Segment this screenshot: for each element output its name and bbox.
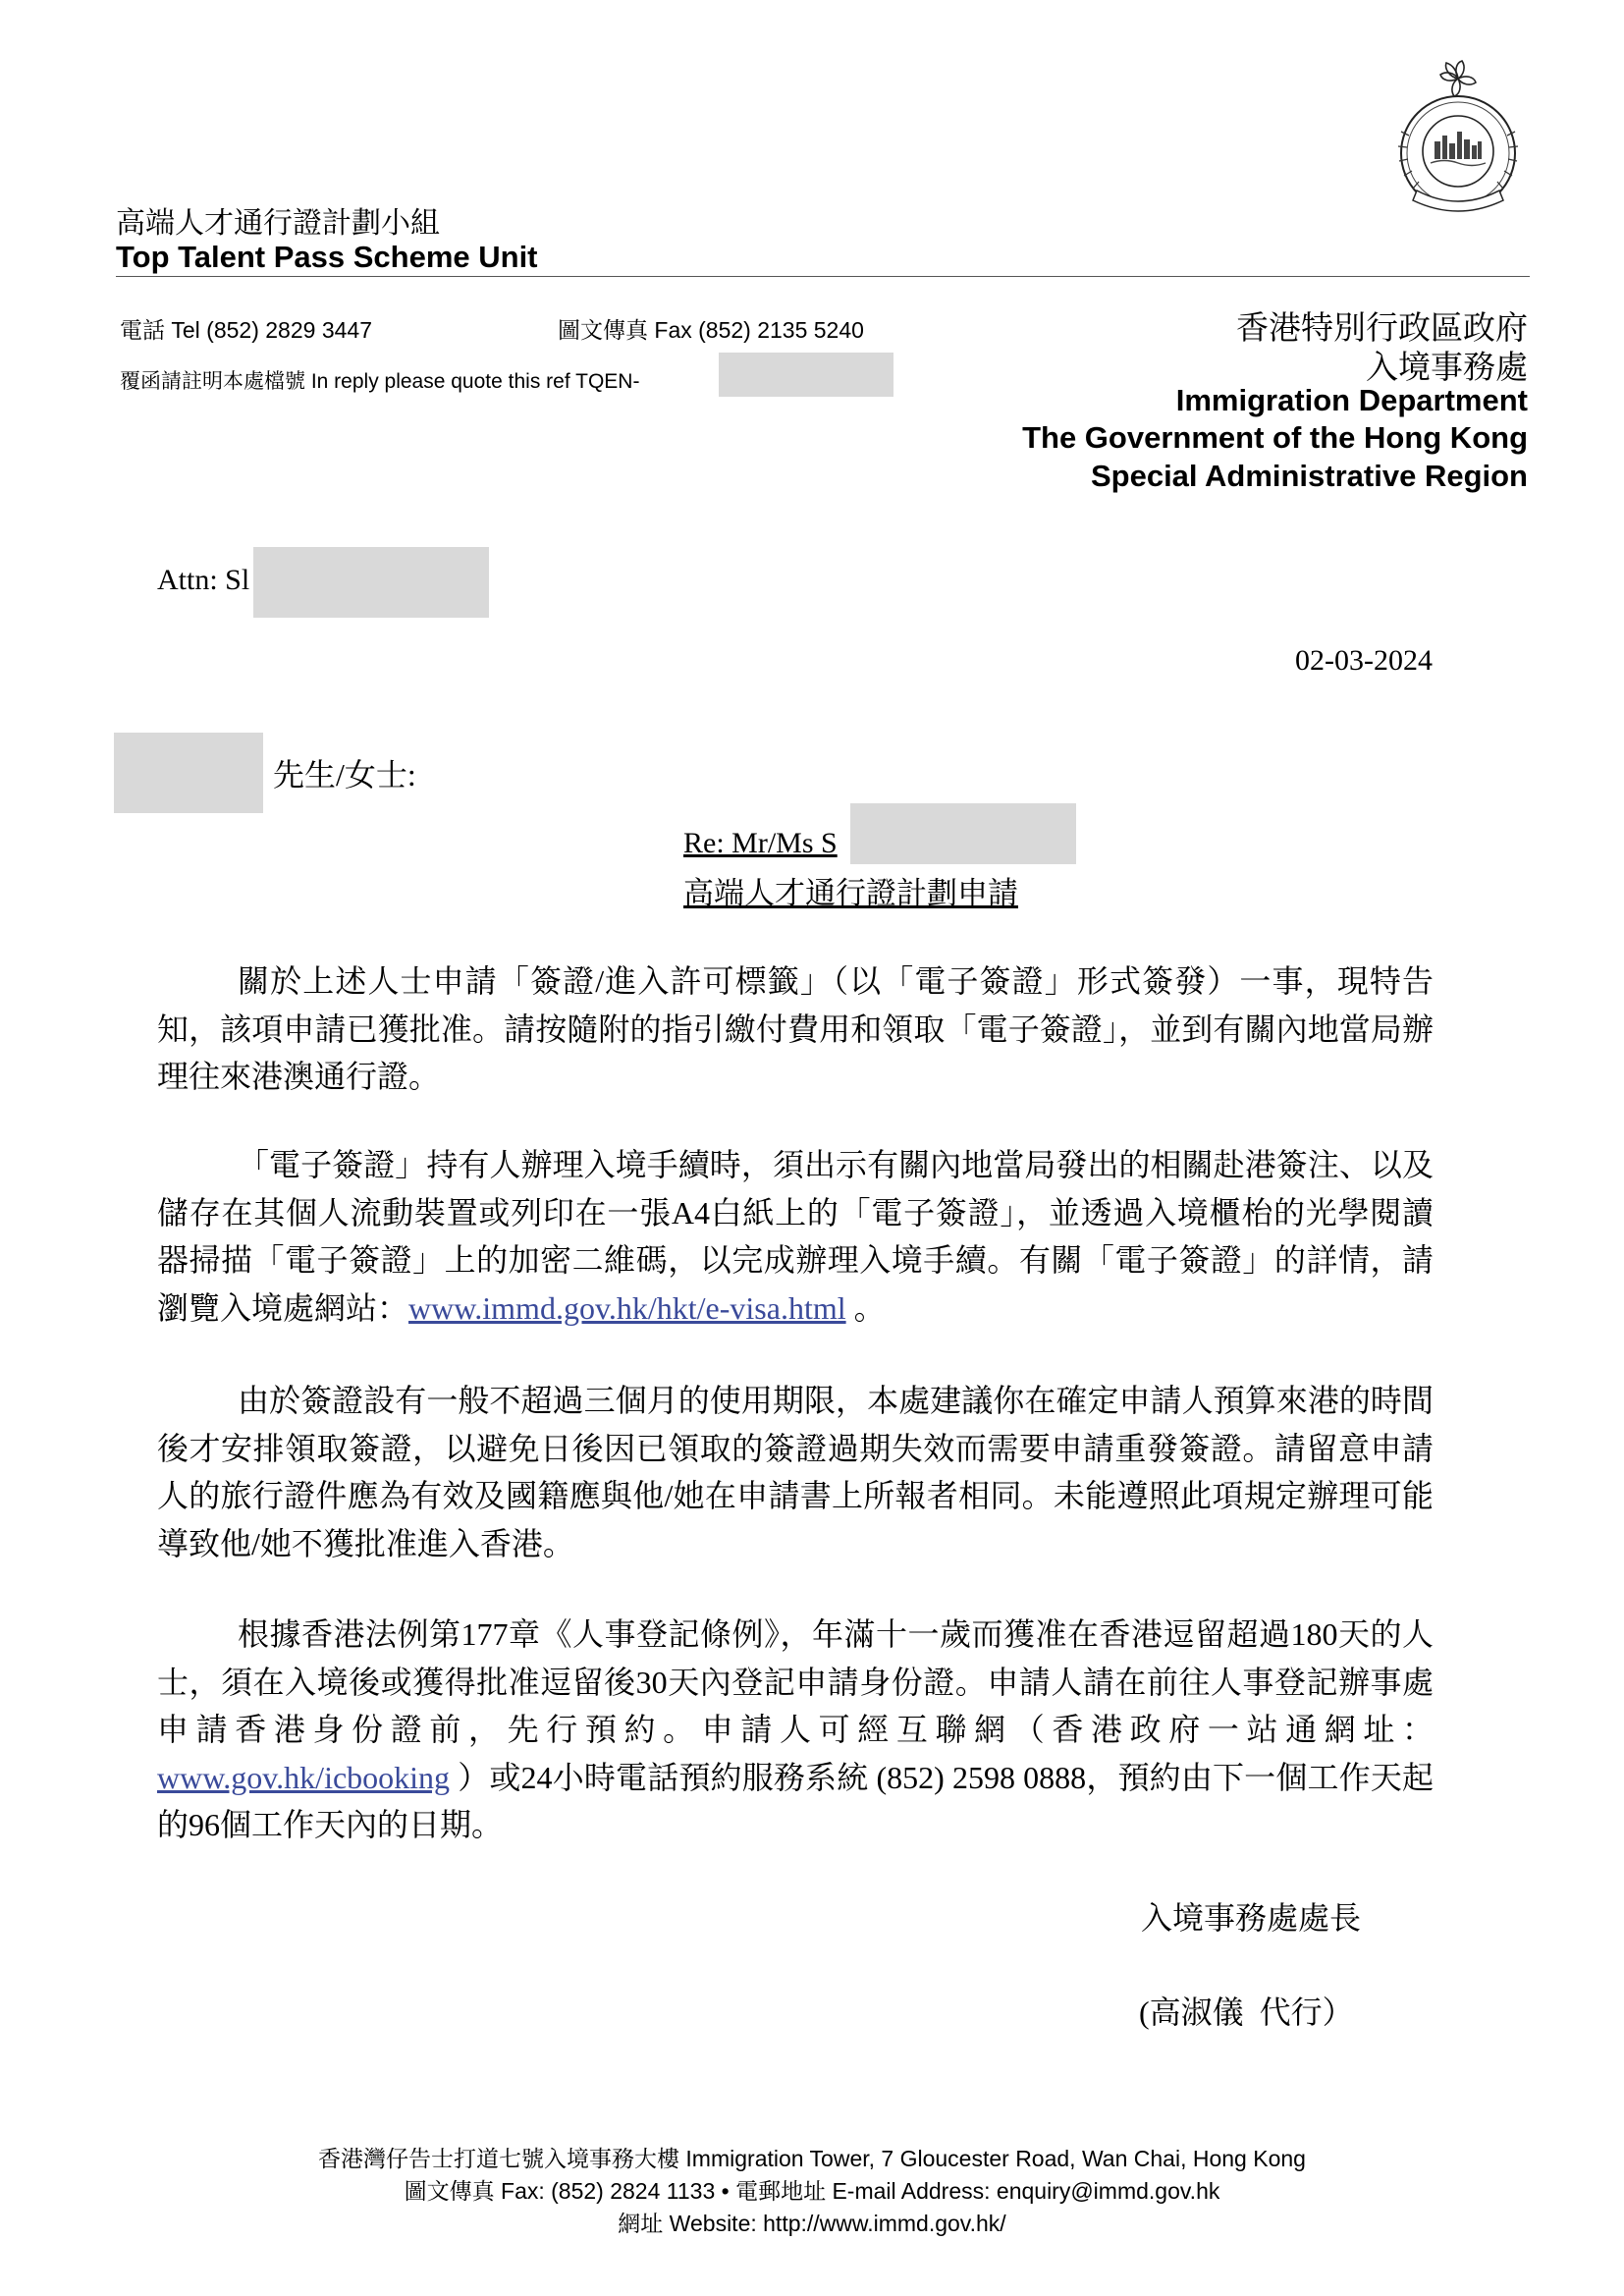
- redaction-block: [850, 803, 1076, 864]
- paragraph-evisa-entry: [157, 1141, 1434, 1332]
- redaction-block: [253, 547, 489, 618]
- evisa-link[interactable]: www.immd.gov.hk/hkt/e-visa.html: [408, 1289, 846, 1326]
- redaction-block: [719, 353, 893, 397]
- government-name-chinese: 香港特別行政區政府: [1236, 311, 1528, 347]
- reference-number: 覆函請註明本處檔號 In reply please quote this ref TQEN-: [120, 370, 640, 393]
- signer-title: 入境事務處處長: [1141, 1900, 1362, 1936]
- paragraph-text: 「電子簽證」持有人辦理入境手續時，須出示有關內地當局發出的相關赴港簽注、以及儲存在其個人流動裝置或列印在一張A4白紙上的「電子簽證」，並透過入境櫃枱的光學閱讀器掃描「電子簽證」上的加密二維碼，以完成辦理入境手續。有關「電子簽證」的詳情，請瀏覽入境處網站：: [157, 1147, 1434, 1326]
- department-name-english: Immigration Department: [1175, 383, 1528, 417]
- fax-number: 圖文傳真 Fax (852) 2135 5240: [558, 317, 864, 343]
- paragraph-text: 根據香港法例第177章《人事登記條例》，年滿十一歲而獲准在香港逗留超過180天的人士，須在入境後或獲得批准逗留後30天內登記申請身份證。申請人請在前往人事登記辦事處申請香港身份證前，先行預約。申請人可經互聯網（香港政府一站通網址：: [157, 1616, 1434, 1747]
- attention-line: Attn: Sl: [157, 564, 250, 596]
- paragraph-text: 。: [845, 1289, 886, 1326]
- paragraph-text: ）或24小時電話預約服務系統 (852) 2598 0888，預約由下一個工作天起的96個工作天內的日期。: [157, 1759, 1434, 1842]
- paragraph-identity-card: [157, 1611, 1434, 1849]
- government-name-english-line1: The Government of the Hong Kong: [1022, 420, 1528, 455]
- redaction-block: [114, 733, 263, 813]
- signer-acting: (高淑儀 代行）: [1139, 1995, 1354, 2030]
- re-line: Re: Mr/Ms S: [683, 827, 838, 859]
- icbooking-link[interactable]: www.gov.hk/icbooking: [157, 1759, 451, 1795]
- footer-address: 香港灣仔告士打道七號入境事務大樓 Immigration Tower, 7 Gloucester Road, Wan Chai, Hong Kong: [318, 2146, 1306, 2171]
- immigration-department-emblem-icon: [1380, 57, 1537, 219]
- unit-name-chinese: 高端人才通行證計劃小組: [116, 207, 440, 240]
- telephone-number: 電話 Tel (852) 2829 3447: [120, 317, 372, 343]
- department-name-chinese: 入境事務處: [1366, 351, 1528, 386]
- paragraph-approval: 關於上述人士申請「簽證/進入許可標籤」（以「電子簽證」形式簽發）一事，現特告知，該項申請已獲批准。請按隨附的指引繳付費用和領取「電子簽證」，並到有關內地當局辦理往來港澳通行證。: [157, 963, 1434, 1094]
- footer-fax-email: 圖文傳真 Fax: (852) 2824 1133 • 電郵地址 E-mail Address: enquiry@immd.gov.hk: [404, 2178, 1220, 2204]
- header-divider: [116, 276, 1530, 277]
- unit-name-english: Top Talent Pass Scheme Unit: [116, 240, 538, 274]
- salutation: 先生/女士:: [273, 757, 416, 793]
- letter-date: 02-03-2024: [1295, 644, 1433, 677]
- government-name-english-line2: Special Administrative Region: [1090, 459, 1528, 493]
- footer-website: 網址 Website: http://www.immd.gov.hk/: [618, 2211, 1006, 2236]
- paragraph-visa-validity: 由於簽證設有一般不超過三個月的使用期限，本處建議你在確定申請人預算來港的時間後才安排領取簽證，以避免日後因已領取的簽證過期失效而需要申請重發簽證。請留意申請人的旅行證件應為有效及國籍應與他/她在申請書上所報者相同。未能遵照此項規定辦理可能導致他/她不獲批准進入香港。: [157, 1383, 1434, 1561]
- re-subject: 高端人才通行證計劃申請: [683, 876, 1018, 910]
